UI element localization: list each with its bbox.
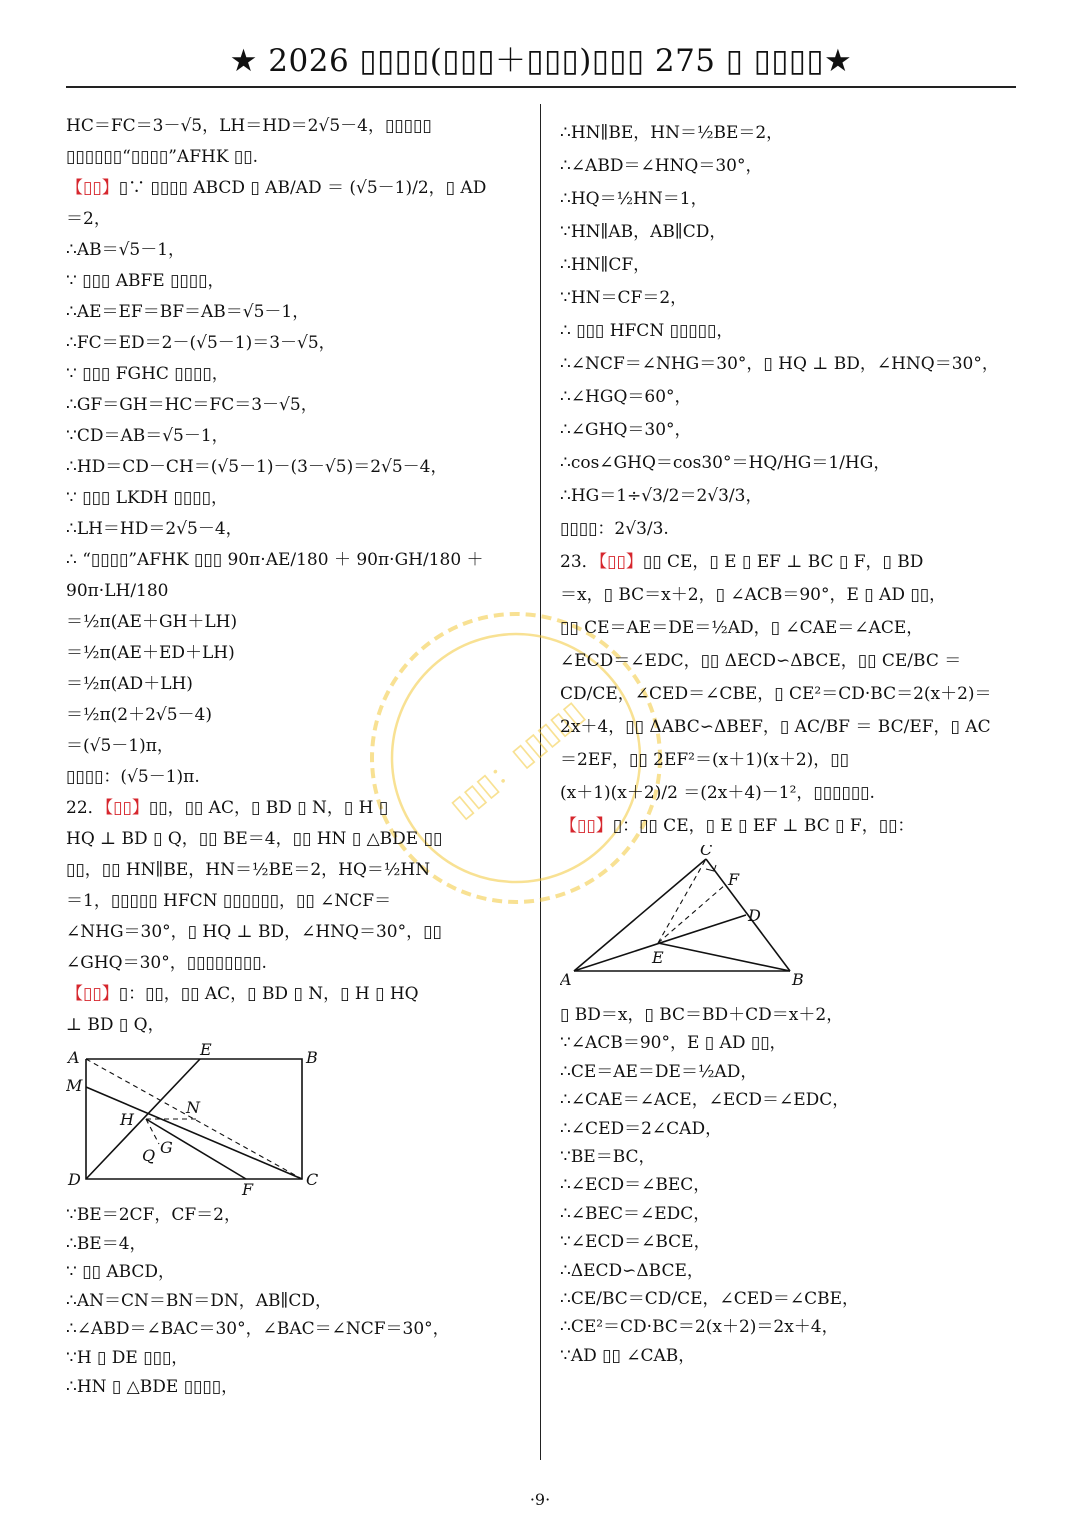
text-line: ⊥ BD ▯ Q， bbox=[66, 1015, 165, 1035]
fig1-label-h: H bbox=[120, 1110, 134, 1129]
column-divider bbox=[540, 104, 541, 1460]
text-line: (x＋1)(x＋2)/2 ＝(2x＋4)－1²，▯▯▯▯▯▯. bbox=[560, 783, 875, 803]
left-column bbox=[66, 111, 530, 1401]
fig2-label-a: A bbox=[560, 970, 572, 989]
section-tag: 【▯▯】 bbox=[66, 178, 119, 198]
fig1-label-a: A bbox=[68, 1048, 80, 1067]
text-line: ∵AD ▯▯ ∠CAB， bbox=[560, 1345, 696, 1366]
text-line: ∴BE＝4， bbox=[66, 1233, 147, 1254]
watermark-text: ▯▯▯：▯▯▯▯▯ bbox=[444, 694, 591, 826]
text-line: ∴∠CED＝2∠CAD， bbox=[560, 1118, 723, 1139]
text-line: ∵CD＝AB＝√5－1， bbox=[66, 426, 229, 446]
section-tag: 【▯▯】 bbox=[104, 798, 149, 818]
section-tag: 【▯▯】 bbox=[598, 552, 643, 572]
text-line: ＝1，▯▯▯▯▯ HFCN ▯▯▯▯▯▯，▯▯ ∠NCF＝ bbox=[66, 891, 392, 911]
text-line: ∵HN∥AB，AB∥CD， bbox=[560, 222, 727, 242]
rectangle-figure-22 bbox=[66, 1043, 326, 1195]
text-line: ∠NHG＝30°，▯ HQ ⊥ BD，∠HNQ＝30°，▯▯ bbox=[66, 922, 442, 942]
text-line: ∴cos∠GHQ＝cos30°＝HQ/HG＝1/HG， bbox=[560, 453, 891, 473]
fig2-label-c: C bbox=[700, 845, 713, 859]
fig1-label-b: B bbox=[306, 1048, 318, 1067]
text-line: ∵BE＝BC， bbox=[560, 1147, 656, 1168]
text-line: 【▯▯】▯∵ ▯▯▯▯ ABCD ▯ AB/AD ＝ (√5－1)/2，▯ AD bbox=[66, 178, 487, 198]
text-line: ＝½π(AD＋LH) bbox=[66, 674, 193, 694]
section-tag: 【▯▯】 bbox=[66, 984, 119, 1004]
text-line: ∴CE/BC＝CD/CE，∠CED＝∠CBE， bbox=[560, 1289, 860, 1310]
left-solution-text-top bbox=[66, 111, 530, 1041]
text-line: ∴AN＝CN＝BN＝DN，AB∥CD， bbox=[66, 1290, 332, 1311]
fig2-label-b: B bbox=[792, 970, 804, 989]
text-line: ∵ ▯▯▯ FGHC ▯▯▯▯， bbox=[66, 364, 229, 384]
text-line: ∴AB＝√5－1， bbox=[66, 240, 186, 260]
text-line: CD/CE，∠CED＝∠CBE，▯ CE²＝CD·BC＝2(x＋2)＝ bbox=[560, 684, 992, 704]
text-line: ▯▯▯▯▯▯“▯▯▯▯”AFHK ▯▯. bbox=[66, 147, 259, 167]
fig1-label-q: Q bbox=[142, 1146, 156, 1165]
text-line: 90π·LH/180 bbox=[66, 581, 169, 601]
text-line: ∵∠ACB＝90°，E ▯ AD ▯▯， bbox=[560, 1033, 787, 1054]
text-line: ∴∠BEC＝∠EDC， bbox=[560, 1203, 711, 1224]
text-line: ∴CE²＝CD·BC＝2(x＋2)＝2x＋4， bbox=[560, 1317, 839, 1338]
fig1-label-c: C bbox=[306, 1170, 319, 1189]
text-line: ▯ BD＝x，▯ BC＝BD＋CD＝x＋2， bbox=[560, 1005, 844, 1025]
text-line: ∵ ▯▯▯ LKDH ▯▯▯▯， bbox=[66, 488, 228, 508]
page-number: ·9· bbox=[529, 1490, 551, 1509]
text-line: ∴LH＝HD＝2√5－4， bbox=[66, 519, 243, 539]
text-line: ∴∠HGQ＝60°， bbox=[560, 387, 692, 407]
text-line: ∴CE＝AE＝DE＝½AD， bbox=[560, 1061, 758, 1082]
text-line: ＝x，▯ BC＝x＋2，▯ ∠ACB＝90°，E ▯ AD ▯▯， bbox=[560, 585, 947, 605]
text-line: ∵ ▯▯ ABCD， bbox=[66, 1262, 176, 1283]
fig1-label-e: E bbox=[200, 1043, 212, 1059]
text-line: ∴GF＝GH＝HC＝FC＝3－√5， bbox=[66, 395, 318, 415]
text-line: ＝½π(AE＋GH＋LH) bbox=[66, 612, 238, 632]
text-line: ∴∠NCF＝∠NHG＝30°，▯ HQ ⊥ BD，∠HNQ＝30°， bbox=[560, 354, 999, 374]
triangle-figure-23 bbox=[560, 845, 822, 995]
text-line: ∴∠ABD＝∠HNQ＝30°， bbox=[560, 156, 763, 176]
text-line: ＝½π(AE＋ED＋LH) bbox=[66, 643, 235, 663]
fig2-label-f: F bbox=[728, 870, 740, 889]
text-line: ▯▯，▯▯ HN∥BE，HN＝½BE＝2，HQ＝½HN bbox=[66, 860, 431, 880]
text-line: ▯▯▯▯：(√5－1)π. bbox=[66, 767, 200, 787]
text-line: 22．【▯▯】▯▯，▯▯ AC，▯ BD ▯ N，▯ H ▯ bbox=[66, 798, 389, 818]
text-line: 2x＋4，▯▯ ΔABC∽ΔBEF，▯ AC/BF ＝ BC/EF，▯ AC bbox=[560, 717, 991, 737]
right-solution-text-bottom bbox=[560, 1001, 1022, 1370]
text-line: ∴∠ECD＝∠BEC， bbox=[560, 1175, 711, 1196]
text-line: ∴HG＝1÷√3/2＝2√3/3， bbox=[560, 486, 763, 506]
text-line: ∵HN＝CF＝2， bbox=[560, 288, 688, 308]
text-line: HQ ⊥ BD ▯ Q，▯▯ BE＝4，▯▯ HN ▯ △BDE ▯▯ bbox=[66, 829, 443, 849]
text-line: ∴∠ABD＝∠BAC＝30°，∠BAC＝∠NCF＝30°， bbox=[66, 1319, 450, 1340]
text-line: ∵H ▯ DE ▯▯▯， bbox=[66, 1347, 189, 1368]
text-line: ∴∠CAE＝∠ACE，∠ECD＝∠EDC， bbox=[560, 1090, 850, 1111]
text-line: ＝(√5－1)π， bbox=[66, 736, 174, 756]
page-title: ★ 2026 ▯▯▯▯(▯▯▯＋▯▯▯)▯▯▯ 275 ▯ ▯▯▯▯★ bbox=[229, 43, 853, 79]
text-line: ＝2EF，▯▯ 2EF²＝(x＋1)(x＋2)，▯▯ bbox=[560, 750, 850, 770]
text-line: ∵BE＝2CF，CF＝2， bbox=[66, 1205, 241, 1225]
fig2-label-d: D bbox=[748, 906, 761, 925]
fig1-label-n: N bbox=[186, 1098, 200, 1117]
text-line: ∴HN ▯ △BDE ▯▯▯▯， bbox=[66, 1376, 239, 1397]
right-column bbox=[560, 117, 1022, 1370]
fig1-label-g: G bbox=[160, 1138, 173, 1157]
text-line: 23．【▯▯】▯▯ CE，▯ E ▯ EF ⊥ BC ▯ F，▯ BD bbox=[560, 552, 924, 572]
text-line: ∴ “▯▯▯▯”AFHK ▯▯▯ 90π·AE/180 ＋ 90π·GH/180 ＋ bbox=[66, 550, 484, 570]
text-line: ＝½π(2＋2√5－4) bbox=[66, 705, 213, 725]
fig2-label-e: E bbox=[652, 948, 664, 967]
text-line: ∵∠ECD＝∠BCE， bbox=[560, 1232, 711, 1253]
fig1-label-d: D bbox=[68, 1170, 81, 1189]
fig1-label-f: F bbox=[242, 1180, 254, 1195]
text-line: ∴HN∥BE，HN＝½BE＝2， bbox=[560, 123, 784, 143]
text-line: ∴HD＝CD－CH＝(√5－1)－(3－√5)＝2√5－4， bbox=[66, 457, 448, 477]
text-line: ∠ECD＝∠EDC，▯▯ ΔECD∽ΔBCE，▯▯ CE/BC ＝ bbox=[560, 651, 962, 671]
text-line: 【▯▯】▯：▯▯ CE，▯ E ▯ EF ⊥ BC ▯ F，▯▯： bbox=[560, 816, 915, 836]
text-line: ∴ΔECD∽ΔBCE， bbox=[560, 1260, 704, 1281]
fig1-label-m: M bbox=[66, 1076, 83, 1095]
text-line: ∴HN∥CF， bbox=[560, 255, 651, 275]
text-line: HC＝FC＝3－√5，LH＝HD＝2√5－4，▯▯▯▯▯ bbox=[66, 116, 432, 136]
text-line: ∵ ▯▯▯ ABFE ▯▯▯▯， bbox=[66, 271, 225, 291]
left-solution-text-bottom bbox=[66, 1201, 530, 1401]
text-line: ＝2， bbox=[66, 209, 111, 229]
section-tag: 【▯▯】 bbox=[560, 816, 613, 836]
title-rule bbox=[66, 86, 1016, 88]
text-line: ∴FC＝ED＝2－(√5－1)＝3－√5， bbox=[66, 333, 336, 353]
text-line: ∴AE＝EF＝BF＝AB＝√5－1， bbox=[66, 302, 310, 322]
text-line: ∴∠GHQ＝30°， bbox=[560, 420, 692, 440]
right-solution-text-top bbox=[560, 117, 1022, 843]
text-line: ▯▯▯▯：2√3/3. bbox=[560, 519, 669, 539]
text-line: ▯▯ CE＝AE＝DE＝½AD，▯ ∠CAE＝∠ACE， bbox=[560, 618, 924, 638]
text-line: ∴ ▯▯▯ HFCN ▯▯▯▯▯， bbox=[560, 321, 734, 341]
text-line: 【▯▯】▯：▯▯，▯▯ AC，▯ BD ▯ N，▯ H ▯ HQ bbox=[66, 984, 419, 1004]
text-line: ∴HQ＝½HN＝1， bbox=[560, 189, 708, 209]
text-line: ∠GHQ＝30°，▯▯▯▯▯▯▯▯. bbox=[66, 953, 267, 973]
